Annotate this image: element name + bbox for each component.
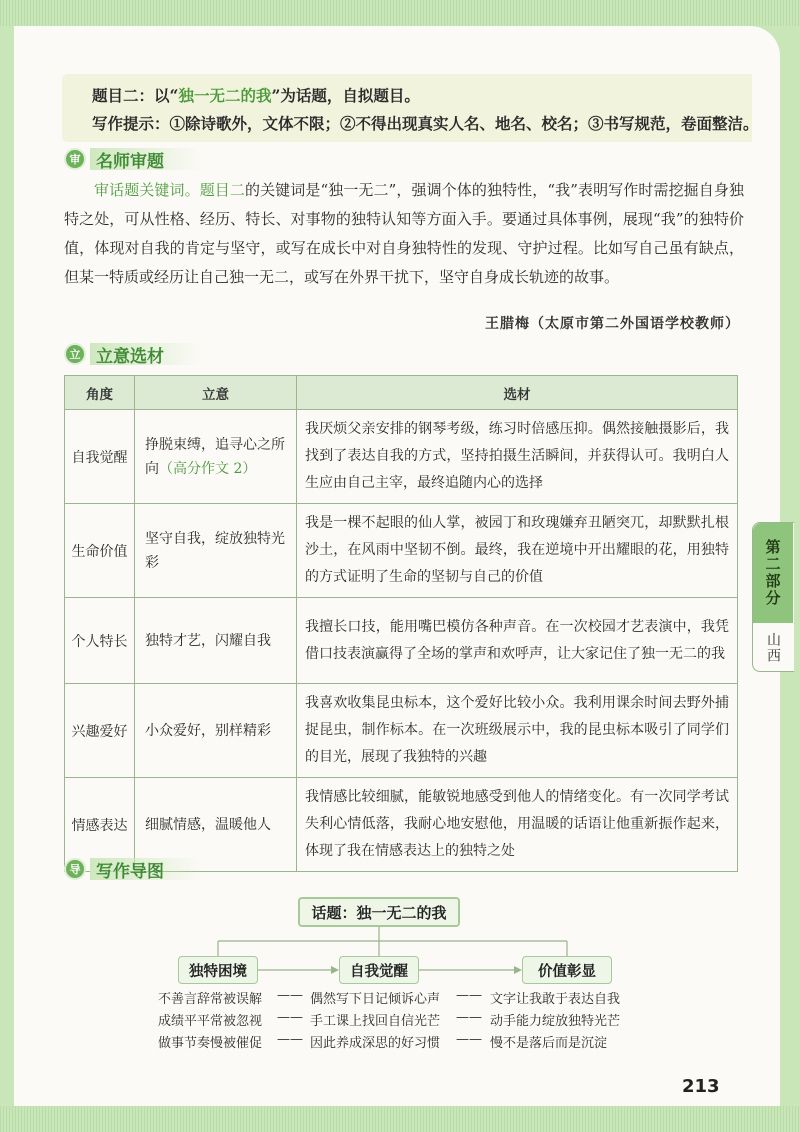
cell-idea: 坚守自我，绽放独特光彩 [135,504,297,598]
mind-map-row: 成绩平平常被忽视 —— 手工课上找回自信光芒 —— 动手能力绽放独特光芒 [158,1010,621,1029]
section-title: 名师审题 [90,148,200,170]
header-material: 选材 [297,376,738,410]
mind-map-topic: 话题：独一无二的我 [298,897,460,927]
cell-idea: 细腻情感，温暖他人 [135,778,297,872]
section-header-mind-map [64,856,200,882]
prompt-line-2 [92,112,759,134]
table-row [65,504,738,598]
teacher-review-paragraph: 审话题关键词。题目二的关键词是“独一无二”，强调个体的独特性，“我”表明写作时需挖掘自身独特之处，可从性格、经历、特长、对事物的独特认知等方面入手。要通过具体事例，展现“我”的独特价值，体现对自我的肯定与坚守，或写在成长中对自身独特性的发现、守护过程。比如写自己虽有缺点，但某一特质或经历让自己独一无二，或写在外界干扰下，坚守自身成长轨迹的故事。 [64,181,744,286]
part-label: 第二部分 [753,523,793,623]
mind-map-row: 不善言辞常被误解 —— 偶然写下日记倾诉心声 —— 文字让我敢于表达自我 [158,988,621,1007]
cell-angle: 兴趣爱好 [65,684,135,778]
section-title: 写作导图 [90,858,200,880]
chapter-side-tab [752,522,794,672]
page-frame-bottom [0,1106,800,1132]
mind-map-node-awakening: 自我觉醒 [339,956,419,984]
header-angle: 角度 [65,376,135,410]
keyword-ref: 题目二 [199,181,245,199]
cell-material: 我情感比较细腻，能敏锐地感受到他人的情绪变化。有一次同学考试失利心情低落，我耐心地安慰他，用温暖的话语让他重新振作起来，体现了我在情感表达上的独特之处 [297,778,738,872]
cell-idea: 挣脱束缚，追寻心之所向（高分作文 2） [135,410,297,504]
cell-angle: 情感表达 [65,778,135,872]
mind-map-node-value: 价值彰显 [522,956,612,984]
cell-idea: 小众爱好，别样精彩 [135,684,297,778]
cell-idea: 独特才艺，闪耀自我 [135,598,297,684]
section-header-theme-material [64,341,200,367]
page-number: 213 [682,1076,720,1097]
keyword-label: 审话题关键词。 [94,181,200,199]
mind-map-icon: 导 [64,858,86,880]
section-title: 立意选材 [90,343,200,365]
writing-tips-label: 写作提示： [92,114,170,133]
theme-icon: 立 [64,343,86,365]
prompt-label: 题目二： [92,86,155,105]
region-label: 山西 [765,632,781,664]
mind-map-row: 做事节奏慢被催促 —— 因此养成深思的好习惯 —— 慢不是落后而是沉淀 [158,1032,608,1051]
teacher-signature: 王腊梅（太原市第二外国语学校教师） [485,316,740,332]
theme-material-table [64,375,738,872]
prompt-topic: 独一无二的我 [178,86,272,105]
prompt-box [62,74,759,142]
cell-material: 我喜欢收集昆虫标本，这个爱好比较小众。我利用课余时间去野外捕捉昆虫，制作标本。在一次班级展示中，我的昆虫标本吸引了同学们的目光，展现了我独特的兴趣 [297,684,738,778]
mind-map-node-dilemma: 独特困境 [178,956,258,984]
cell-angle: 生命价值 [65,504,135,598]
cell-material: 我擅长口技，能用嘴巴模仿各种声音。在一次校园才艺表演中，我凭借口技表演赢得了全场的掌声和欢呼声，让大家记住了独一无二的我 [297,598,738,684]
section-header-teacher-review [64,146,200,172]
writing-tips-text: ①除诗歌外，文体不限；②不得出现真实人名、地名、校名；③书写规范，卷面整洁。 [169,114,759,133]
table-row [65,410,738,504]
essay-reference: （高分作文 2） [159,460,257,477]
review-icon: 审 [64,148,86,170]
cell-material: 我是一棵不起眼的仙人掌，被园丁和玫瑰嫌弃丑陋突兀，却默默扎根沙土，在风雨中坚韧不倒。最终，我在逆境中开出耀眼的花，用独特的方式证明了生命的坚韧与自己的价值 [297,504,738,598]
cell-angle: 个人特长 [65,598,135,684]
table-row [65,684,738,778]
page-frame-top [0,0,800,26]
cell-material: 我厌烦父亲安排的钢琴考级，练习时倍感压抑。偶然接触摄影后，我找到了表达自我的方式，坚持拍摄生活瞬间，并获得认可。我明白人生应由自己主宰，最终追随内心的选择 [297,410,738,504]
table-row [65,598,738,684]
header-idea: 立意 [135,376,297,410]
prompt-line-1: 题目二：以“独一无二的我”为话题，自拟题目。 [92,86,420,105]
cell-angle: 自我觉醒 [65,410,135,504]
